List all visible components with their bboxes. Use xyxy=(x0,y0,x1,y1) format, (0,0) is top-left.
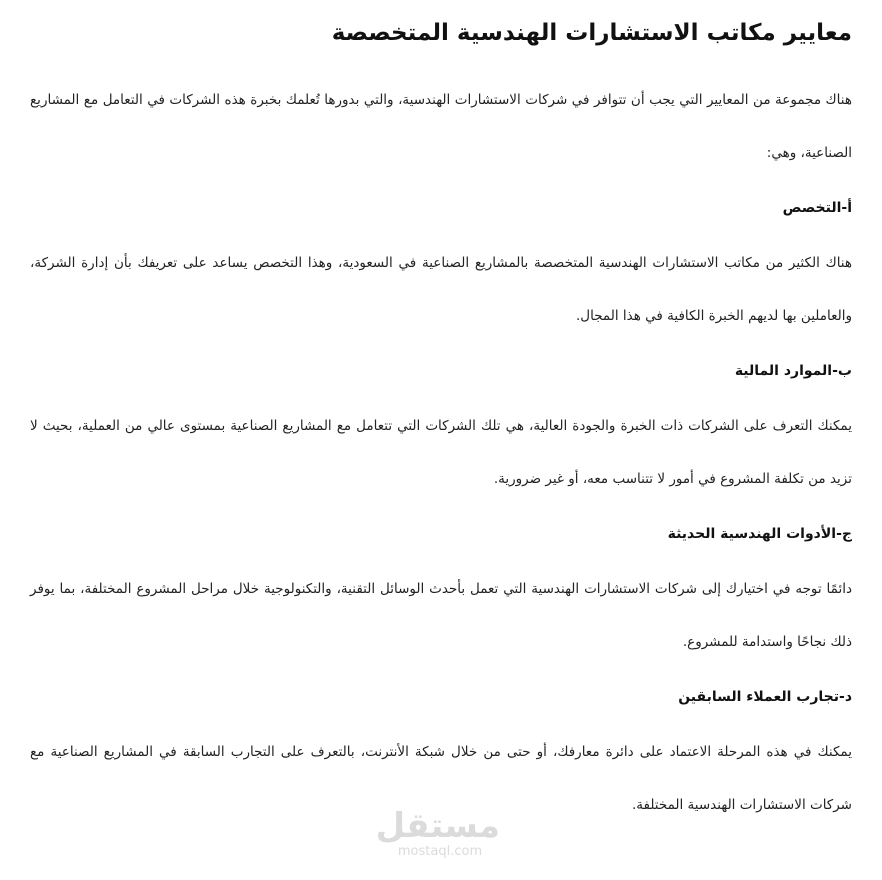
section-paragraph: يمكنك التعرف على الشركات ذات الخبرة والجودة العالية، هي تلك الشركات التي تتعامل مع المشاريع الصناعية بمستوى عالي من العملية، بحيث لا تزيد من تكلفة المشروع في أمور لا تتناسب معه، أو غير ضرورية. xyxy=(30,418,852,487)
section-paragraph: يمكنك في هذه المرحلة الاعتماد على دائرة معارفك، أو حتى من خلال شبكة الأنترنت، بالتعرف على التجارب السابقة في المشاريع الصناعية مع شركات الاستشارات الهندسية المختلفة. xyxy=(30,744,852,813)
intro-paragraph: هناك مجموعة من المعايير التي يجب أن تتوافر في شركات الاستشارات الهندسية، والتي بدورها تُعلمك بخبرة هذه الشركات في التعامل مع المشاريع الصناعية، وهي: xyxy=(30,92,852,161)
section-modern-tools xyxy=(30,506,852,669)
section-paragraph: هناك الكثير من مكاتب الاستشارات الهندسية المتخصصة بالمشاريع الصناعية في السعودية، وهذا التخصص يساعد على تعريفك بأن إدارة الشركة، والعاملين بها لديهم الخبرة الكافية في هذا المجال. xyxy=(30,255,852,324)
section-heading: أ-التخصص xyxy=(782,200,852,216)
watermark-domain: mostaql.com xyxy=(397,844,483,859)
section-heading: ج-الأدوات الهندسية الحديثة xyxy=(667,526,852,542)
section-client-experiences xyxy=(30,669,852,832)
section-specialization xyxy=(30,180,852,343)
article-title: معايير مكاتب الاستشارات الهندسية المتخصصة xyxy=(331,20,852,46)
section-financial-resources xyxy=(30,343,852,506)
watermark-logo: مستقل xyxy=(375,806,500,846)
section-heading: ب-الموارد المالية xyxy=(734,363,852,379)
article xyxy=(30,0,852,832)
section-paragraph: دائمًا توجه في اختيارك إلى شركات الاستشارات الهندسية التي تعمل بأحدث الوسائل التقنية، والتكنولوجية خلال مراحل المشروع المختلفة، بما يوفر ذلك نجاحًا واستدامة للمشروع. xyxy=(30,581,852,650)
section-heading: د-تجارب العملاء السابقين xyxy=(678,689,852,705)
